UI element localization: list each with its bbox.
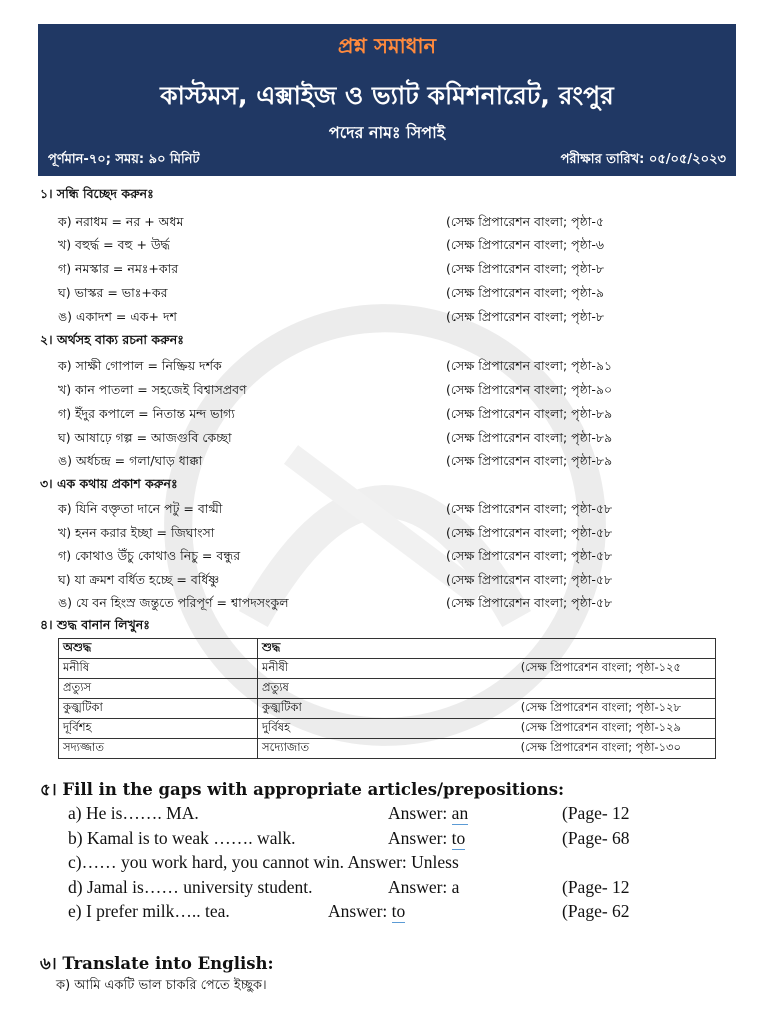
q2-item: ঘ) আষাঢ়ে গল্প = আজগুবি কেচ্ছা (58, 430, 232, 445)
q1-title: ১। সন্ধি বিচ্ছেদ করুনঃ (40, 186, 154, 201)
table-row (59, 719, 716, 739)
q3-item: খ) হনন করার ইচ্ছা = জিঘাংসা (58, 525, 215, 540)
right-word: দুর্বিষহ (262, 720, 291, 734)
q2-item: খ) কান পাতলা = সহজেই বিশ্বাসপ্রবণ (58, 382, 247, 397)
q6-number: ৬। (40, 954, 57, 973)
q3-ref: (সেক্ষ প্রিপারেশন বাংলা; পৃষ্ঠা-৫৮ (446, 572, 613, 587)
table-row (59, 679, 716, 699)
table-row (59, 699, 716, 719)
wrong-cell: প্রত্যুস (59, 679, 258, 699)
wrong-cell: মনীষি (59, 659, 258, 679)
answer-value: a (451, 877, 460, 897)
right-cell (258, 659, 716, 679)
cell-ref: (সেক্ষ প্রিপারেশন বাংলা; পৃষ্ঠা-১২৮ (520, 700, 681, 714)
q3-item: ঘ) যা ক্রমশ বর্ধিত হচ্ছে = বর্ধিষ্ণু (58, 572, 220, 587)
q1-ref: (সেক্ষ প্রিপারেশন বাংলা; পৃষ্ঠা-৫ (446, 214, 605, 229)
q1-ref: (সেক্ষ প্রিপারেশন বাংলা; পৃষ্ঠা-৯ (446, 285, 605, 300)
q4-title: ৪। শুদ্ধ বানান লিখুনঃ (40, 617, 150, 632)
q5-number: ৫। (40, 780, 57, 799)
q5-question: d) Jamal is…… university student. (68, 877, 313, 897)
right-word: প্রত্যুষ (262, 680, 289, 694)
q5-question: b) Kamal is to weak ……. walk. (68, 828, 296, 848)
q2-ref: (সেক্ষ প্রিপারেশন বাংলা; পৃষ্ঠা-৮৯ (446, 406, 613, 421)
q5-answer (388, 875, 459, 899)
q1-ref: (সেক্ষ প্রিপারেশন বাংলা; পৃষ্ঠা-৬ (446, 237, 605, 252)
q2-ref: (সেক্ষ প্রিপারেশন বাংলা; পৃষ্ঠা-৯১ (446, 358, 613, 373)
right-word: মনীষী (262, 660, 289, 674)
answer-value: to (391, 901, 406, 921)
q5-title (40, 777, 564, 804)
wrong-cell: সদ্যজ্জাত (59, 739, 258, 759)
answer-label: Answer: (388, 877, 448, 897)
right-cell (258, 699, 716, 719)
q1-ref: (সেক্ষ প্রিপারেশন বাংলা; পৃষ্ঠা-৮ (446, 261, 605, 276)
q5-question: c)…… you work hard, you cannot win. (68, 852, 345, 872)
cell-ref: (সেক্ষ প্রিপারেশন বাংলা; পৃষ্ঠা-১২৫ (520, 660, 681, 674)
answer-value: to (451, 828, 466, 848)
right-word: কুজ্ঝটিকা (262, 700, 302, 714)
q1-item: গ) নমস্কার = নমঃ+কার (58, 261, 179, 276)
q3-item: ক) যিনি বক্তৃতা দানে পটু = বাগ্মী (58, 501, 223, 516)
answer-value: an (451, 803, 469, 823)
q3-ref: (সেক্ষ প্রিপারেশন বাংলা; পৃষ্ঠা-৫৮ (446, 501, 613, 516)
q6-item: ক) আমি একটি ভাল চাকরি পেতে ইচ্ছুক। (56, 978, 267, 993)
post-name: পদের নামঃ সিপাই (328, 123, 446, 142)
answer-value: Unless (411, 852, 459, 872)
q2-ref: (সেক্ষ প্রিপারেশন বাংলা; পৃষ্ঠা-৯০ (446, 382, 613, 397)
q5-page: (Page- 12 (562, 877, 630, 897)
answer-label: Answer: (347, 852, 407, 872)
table-header-row (59, 639, 716, 659)
q5-question: e) I prefer milk….. tea. (68, 901, 230, 921)
q1-item: ক) নরাধম = নর + অধম (58, 214, 184, 229)
exam-date: পরীক্ষার তারিখ: ০৫/০৫/২০২৩ (560, 152, 726, 167)
q6-title (40, 951, 274, 978)
header-right: শুদ্ধ (258, 639, 716, 659)
q5-question-row (68, 850, 459, 874)
header-wrong: অশুদ্ধ (59, 639, 258, 659)
q1-ref: (সেক্ষ প্রিপারেশন বাংলা; পৃষ্ঠা-৮ (446, 309, 605, 324)
cell-ref: (সেক্ষ প্রিপারেশন বাংলা; পৃষ্ঠা-১৩০ (520, 740, 681, 754)
q5-page: (Page- 62 (562, 901, 630, 921)
wrong-cell: দূর্বিশহ (59, 719, 258, 739)
right-cell (258, 739, 716, 759)
q3-ref: (সেক্ষ প্রিপারেশন বাংলা; পৃষ্ঠা-৫৮ (446, 548, 613, 563)
q3-title: ৩। এক কথায় প্রকাশ করুনঃ (40, 476, 178, 491)
q2-title: ২। অর্থসহ বাক্য রচনা করুনঃ (40, 332, 184, 347)
cell-ref: (সেক্ষ প্রিপারেশন বাংলা; পৃষ্ঠা-১২৯ (520, 720, 681, 734)
right-cell (258, 679, 716, 699)
q3-ref: (সেক্ষ প্রিপারেশন বাংলা; পৃষ্ঠা-৫৮ (446, 525, 613, 540)
table-row (59, 739, 716, 759)
q3-ref: (সেক্ষ প্রিপারেশন বাংলা; পৃষ্ঠা-৫৮ (446, 595, 613, 610)
q1-item: ঘ) ভাস্কর = ভাঃ+কর (58, 285, 168, 300)
right-word: সদ্যোজাত (262, 740, 310, 754)
table-row (59, 659, 716, 679)
q3-item: ঙ) যে বন হিংস্র জন্তুতে পরিপূর্ণ = শ্বাপদসংকুল (58, 595, 289, 610)
q2-item: ঙ) অর্ধচন্দ্র = গলা/ঘাড় ধাক্কা (58, 453, 203, 468)
q5-answer (328, 899, 405, 923)
q5-answer (388, 801, 468, 825)
q3-item: গ) কোথাও উঁচু কোথাও নিচু = বন্ধুর (58, 548, 241, 563)
office-name: কাস্টমস, এক্সাইজ ও ভ্যাট কমিশনারেট, রংপুর (160, 81, 614, 110)
q2-ref: (সেক্ষ প্রিপারেশন বাংলা; পৃষ্ঠা-৮৯ (446, 430, 613, 445)
q5-page: (Page- 12 (562, 803, 630, 823)
answer-label: Answer: (388, 828, 448, 848)
q2-ref: (সেক্ষ প্রিপারেশন বাংলা; পৃষ্ঠা-৮৯ (446, 453, 613, 468)
marks-time: পূর্ণমান-৭০; সময়: ৯০ মিনিট (48, 152, 200, 167)
q5-question: a) He is……. MA. (68, 803, 199, 823)
q2-item: গ) ইঁদুর কপালে = নিতান্ত মন্দ ভাগ্য (58, 406, 235, 421)
q5-answer (388, 826, 465, 850)
wrong-cell: কুজ্ঝটিকা (59, 699, 258, 719)
spelling-table (58, 638, 716, 759)
q5-title-text: Fill in the gaps with appropriate articles/prepositions: (62, 780, 565, 799)
q1-item: ঙ) একাদশ = এক+ দশ (58, 309, 177, 324)
right-cell (258, 719, 716, 739)
q5-page: (Page- 68 (562, 828, 630, 848)
answer-label: Answer: (388, 803, 448, 823)
q2-item: ক) সাক্ষী গোপাল = নিষ্ক্রিয় দর্শক (58, 358, 222, 373)
q6-title-text: Translate into English: (62, 954, 274, 973)
q1-item: খ) বহুর্দ্ধ = বহু + উর্দ্ধ (58, 237, 170, 252)
answer-label: Answer: (328, 901, 388, 921)
header-banner (38, 24, 736, 176)
page-title: প্রশ্ন সমাধান (337, 34, 437, 58)
